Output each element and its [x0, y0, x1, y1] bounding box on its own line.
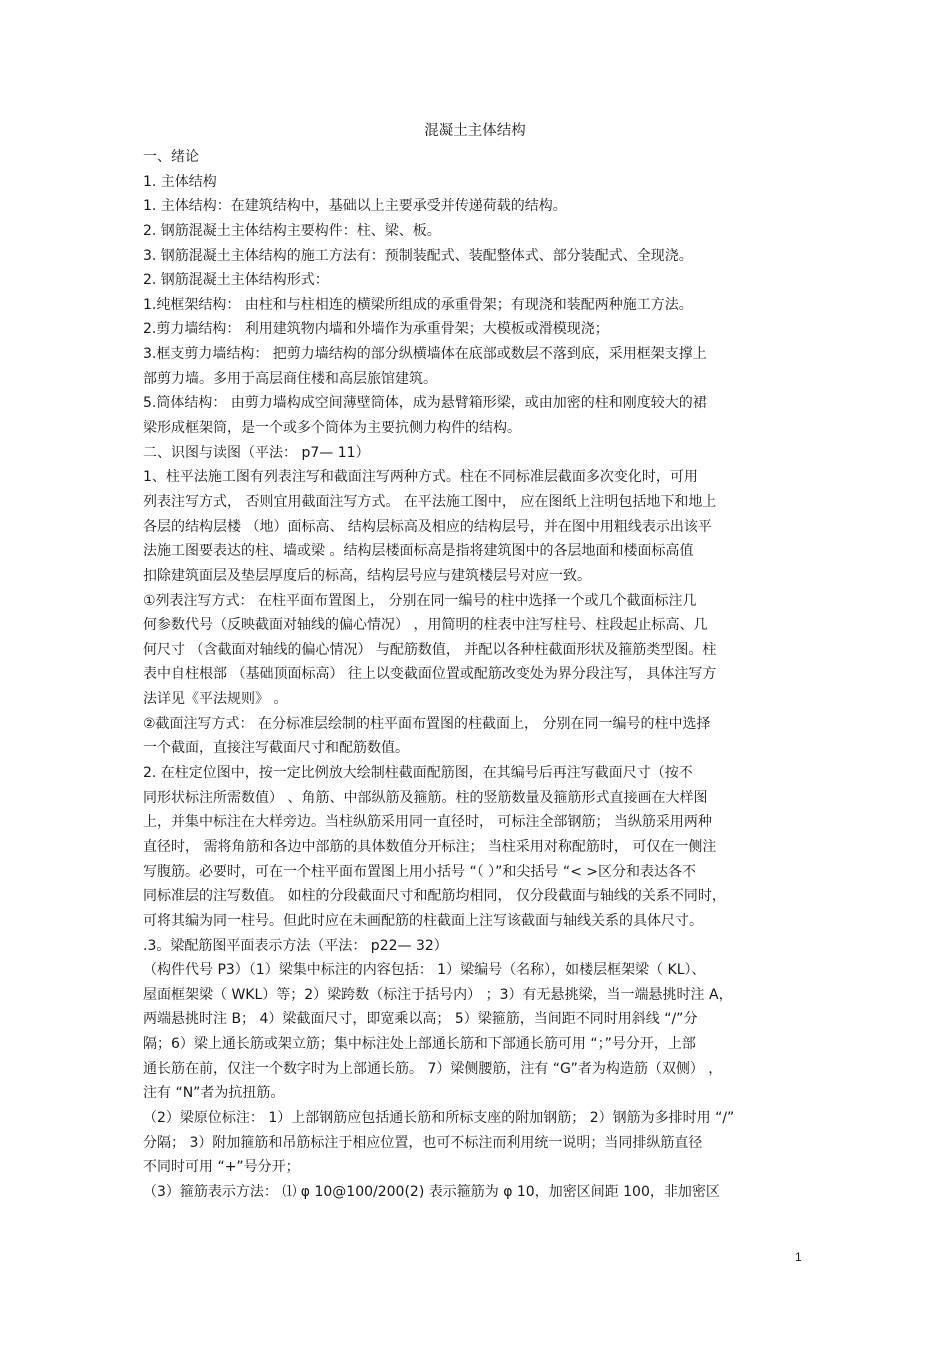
text-line: 隔；6）梁上通长筋或架立筋；集中标注处上部通长筋和下部通长筋可用 “；”号分开，上部: [143, 1036, 696, 1053]
text-line: 3. 钢筋混凝土主体结构的施工方法有：预制装配式、装配整体式、部分装配式、全现浇。: [143, 247, 693, 264]
document-body: [143, 145, 811, 1205]
text-line: 不同时可用 “+”号分开；: [143, 1159, 300, 1176]
text-line: 法施工图要表达的柱、墙或梁 。结构层楼面标高是指将建筑图中的各层地面和楼面标高值: [143, 543, 694, 560]
text-line: 扣除建筑面层及垫层厚度后的标高，结构层号应与建筑楼层号对应一致。: [143, 567, 591, 584]
text-line: .3。梁配筋图平面表示方法（平法： p22— 32）: [143, 937, 448, 954]
text-line: 屋面框架梁（ WKL）等；2）梁跨数（标注于括号内） ；3）有无悬挑梁，当一端悬挑时注 A，: [143, 986, 733, 1003]
text-line: 5.筒体结构： 由剪力墙构成空间薄壁筒体，成为悬臂箱形梁，或由加密的柱和刚度较大的裙: [143, 395, 707, 412]
document-title: 混凝土主体结构: [424, 123, 526, 139]
text-line: 法详见《平法规则》 。: [143, 691, 288, 708]
text-line: 列表注写方式， 否则宜用截面注写方式。 在平法施工图中， 应在图纸上注明包括地下和地上: [143, 493, 717, 510]
text-line: 1、柱平法施工图有列表注写和截面注写两种方式。柱在不同标准层截面多次变化时，可用: [143, 469, 698, 486]
text-line: 何尺寸 （含截面对轴线的偏心情况） 与配筋数值， 并配以各种柱截面形状及箍筋类型图。柱: [143, 641, 717, 658]
text-line: 两端悬挑时注 B； 4）梁截面尺寸，即宽乘以高； 5）梁箍筋，当间距不同时用斜线 “/”分: [143, 1011, 698, 1028]
text-line: （3）箍筋表示方法： ⑴ φ 10@100/200(2) 表示箍筋为 φ 10，加密区间距 100，非加密区: [143, 1183, 720, 1200]
text-line: 2.剪力墙结构： 利用建筑物内墙和外墙作为承重骨架；大模板或滑模现浇；: [143, 321, 609, 338]
text-line: ①列表注写方式： 在柱平面布置图上， 分别在同一编号的柱中选择一个或几个截面标注几: [143, 592, 697, 609]
text-line: （2）梁原位标注： 1）上部钢筋应包括通长筋和所标支座的附加钢筋； 2）钢筋为多排时用 “/”: [143, 1109, 735, 1126]
text-line: 3.框支剪力墙结构： 把剪力墙结构的部分纵横墙体在底部或数层不落到底，采用框架支撑上: [143, 346, 707, 363]
text-line: 分隔； 3）附加箍筋和吊筋标注于相应位置，也可不标注而利用统一说明；当同排纵筋直径: [143, 1134, 703, 1151]
text-line: 同形状标注所需数值） 、角筋、中部纵筋及箍筋。柱的竖筋数量及箍筋形式直接画在大样图: [143, 789, 708, 806]
text-line: 一、绪论: [143, 149, 199, 165]
text-line: 1. 主体结构：在建筑结构中，基础以上主要承受并传递荷载的结构。: [143, 198, 567, 215]
text-line: 部剪力墙。多用于高层商住楼和高层旅馆建筑。: [143, 370, 437, 387]
text-line: 二、识图与读图（平法： p7— 11）: [143, 444, 370, 461]
text-line: 2. 钢筋混凝土主体结构主要构件：柱、梁、板。: [143, 222, 441, 239]
text-line: 1.纯框架结构： 由柱和与柱相连的横梁所组成的承重骨架；有现浇和装配两种施工方法。: [143, 296, 693, 313]
text-line: ②截面注写方式： 在分标准层绘制的柱平面布置图的柱截面上， 分别在同一编号的柱中选择: [143, 715, 711, 732]
page-number: 1: [795, 1250, 802, 1264]
text-line: 梁形成框架筒，是一个或多个筒体为主要抗侧力构件的结构。: [143, 420, 521, 437]
text-line: 直径时， 需将角筋和各边中部筋的具体数值分开标注； 当柱采用对称配筋时， 可仅在一侧注: [143, 838, 717, 855]
text-line: 一个截面，直接注写截面尺寸和配筋数值。: [143, 740, 409, 757]
text-line: 表中自柱根部 （基础顶面标高） 往上以变截面位置或配筋改变处为界分段注写， 具体注写方: [143, 666, 717, 683]
text-line: （构件代号 P3）（1）梁集中标注的内容包括： 1）梁编号（名称），如楼层框架梁（ KL）、: [143, 962, 706, 979]
text-line: 2. 在柱定位图中，按一定比例放大绘制柱截面配筋图，在其编号后再注写截面尺寸（按不: [143, 765, 693, 782]
text-line: 1. 主体结构: [143, 173, 217, 190]
text-line: 各层的结构层楼 （地）面标高、 结构层标高及相应的结构层号，并在图中用粗线表示出该平: [143, 518, 712, 535]
text-line: 写腹筋。必要时，可在一个柱平面布置图上用小括号 “（ ）”和尖括号 “< >区分和表达各不: [143, 863, 697, 880]
text-line: 通长筋在前，仅注一个数字时为上部通长筋。 7）梁侧腰筋，注有 “G”者为构造筋（双侧） ，: [143, 1060, 723, 1077]
text-line: 何参数代号（反映截面对轴线的偏心情况） ，用简明的柱表中注写柱号、柱段起止标高、几: [143, 617, 708, 634]
text-line: 同标准层的注写数值。 如柱的分段截面尺寸和配筋均相同， 仅分段截面与轴线的关系不同时，: [143, 888, 726, 905]
text-line: 2. 钢筋混凝土主体结构形式：: [143, 272, 329, 289]
text-line: 注有 “N”者为抗扭筋。: [143, 1085, 285, 1102]
text-line: 上，并集中标注在大样旁边。当柱纵筋采用同一直径时， 可标注全部钢筋； 当纵筋采用两种: [143, 814, 712, 831]
text-line: 可将其编为同一柱号。但此时应在未画配筋的柱截面上注写该截面与轴线关系的具体尺寸。: [143, 912, 703, 929]
